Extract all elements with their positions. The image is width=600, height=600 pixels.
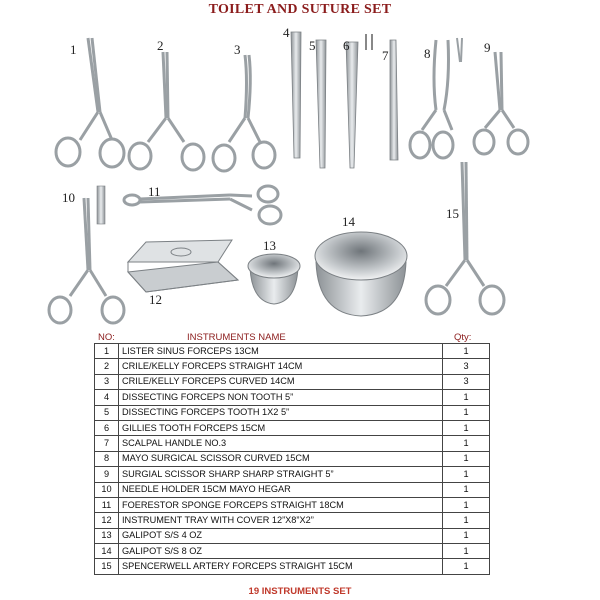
figure-number-10: 10	[62, 190, 75, 205]
figure-number-13: 13	[263, 238, 276, 253]
figure-number-2: 2	[157, 38, 164, 53]
quantity: 1	[443, 467, 490, 482]
table-row	[95, 467, 490, 482]
instrument-name: INSTRUMENT TRAY WITH COVER 12”X8”X2”	[119, 513, 443, 528]
table-row	[95, 405, 490, 420]
row-number: 6	[95, 420, 119, 435]
column-header-qty: Qty:	[454, 332, 472, 343]
instrument-name: GILLIES TOOTH FORCEPS 15CM	[119, 420, 443, 435]
row-number: 10	[95, 482, 119, 497]
figure-number-7: 7	[382, 48, 389, 63]
instrument-name: GALIPOT S/S 4 OZ	[119, 528, 443, 543]
instrument-name: CRILE/KELLY FORCEPS CURVED 14CM	[119, 374, 443, 389]
quantity: 1	[443, 528, 490, 543]
instrument-tray-12-icon	[128, 240, 238, 292]
instrument-name: NEEDLE HOLDER 15CM MAYO HEGAR	[119, 482, 443, 497]
spencerwell-forceps-15-icon	[426, 162, 504, 314]
figure-number-14: 14	[342, 214, 355, 229]
figure-number-15: 15	[446, 206, 459, 221]
straight-scissors-9-icon	[474, 52, 528, 154]
table-row	[95, 544, 490, 559]
table-row	[95, 374, 490, 389]
row-number: 3	[95, 374, 119, 389]
instrument-name: FOERESTOR SPONGE FORCEPS STRAIGHT 18CM	[119, 497, 443, 512]
quantity: 1	[443, 344, 490, 359]
forceps-2-icon	[129, 52, 204, 170]
instrument-name: DISSECTING FORCEPS TOOTH 1X2 5”	[119, 405, 443, 420]
instrument-name: SURGIAL SCISSOR SHARP SHARP STRAIGHT 5”	[119, 467, 443, 482]
galipot-13-icon	[248, 254, 300, 304]
quantity: 1	[443, 559, 490, 574]
table-row	[95, 451, 490, 466]
row-number: 8	[95, 451, 119, 466]
row-number: 7	[95, 436, 119, 451]
instrument-name: LISTER SINUS FORCEPS 13CM	[119, 344, 443, 359]
needle-holder-10-icon	[49, 198, 124, 323]
instrument-name: MAYO SURGICAL SCISSOR CURVED 15CM	[119, 451, 443, 466]
galipot-14-icon	[315, 232, 407, 316]
quantity: 1	[443, 405, 490, 420]
quantity: 1	[443, 451, 490, 466]
quantity: 1	[443, 420, 490, 435]
figure-number-9: 9	[484, 40, 491, 55]
gillies-forceps-6-icon	[346, 34, 373, 168]
quantity: 3	[443, 359, 490, 374]
mayo-scissors-8-icon	[410, 38, 462, 158]
dissecting-forceps-5-icon	[316, 40, 326, 168]
instrument-name: SPENCERWELL ARTERY FORCEPS STRAIGHT 15CM	[119, 559, 443, 574]
quantity: 3	[443, 374, 490, 389]
column-header-no: NO:	[98, 332, 115, 343]
figure-number-1: 1	[70, 42, 77, 57]
row-number: 5	[95, 405, 119, 420]
page-title: TOILET AND SUTURE SET	[208, 2, 392, 17]
figure-number-11: 11	[148, 184, 161, 199]
table-row	[95, 497, 490, 512]
scalpel-handle-7-icon	[390, 40, 398, 160]
row-number: 14	[95, 544, 119, 559]
dissecting-forceps-4-icon	[291, 32, 301, 158]
column-header-name: INSTRUMENTS NAME	[187, 332, 286, 343]
table-row	[95, 559, 490, 574]
quantity: 1	[443, 513, 490, 528]
figure-number-12: 12	[149, 292, 162, 307]
figure-number-5: 5	[309, 38, 316, 53]
row-number: 12	[95, 513, 119, 528]
quantity: 1	[443, 436, 490, 451]
set-count-footer: 19 INSTRUMENTS SET	[248, 586, 352, 597]
row-number: 2	[95, 359, 119, 374]
row-number: 15	[95, 559, 119, 574]
row-number: 9	[95, 467, 119, 482]
row-number: 13	[95, 528, 119, 543]
quantity: 1	[443, 390, 490, 405]
table-row	[95, 359, 490, 374]
instruments-table	[94, 343, 490, 575]
table-row	[95, 436, 490, 451]
quantity: 1	[443, 482, 490, 497]
instrument-name: CRILE/KELLY FORCEPS STRAIGHT 14CM	[119, 359, 443, 374]
quantity: 1	[443, 544, 490, 559]
instrument-name: SCALPAL HANDLE NO.3	[119, 436, 443, 451]
table-row	[95, 513, 490, 528]
figure-number-3: 3	[234, 42, 241, 57]
row-number: 1	[95, 344, 119, 359]
quantity: 1	[443, 497, 490, 512]
table-row	[95, 420, 490, 435]
instrument-name: DISSECTING FORCEPS NON TOOTH 5”	[119, 390, 443, 405]
forceps-1-icon	[56, 38, 124, 167]
table-row	[95, 482, 490, 497]
table-row	[95, 528, 490, 543]
row-number: 11	[95, 497, 119, 512]
needle-holder-jaw-detail-icon	[97, 186, 105, 224]
row-number: 4	[95, 390, 119, 405]
table-row	[95, 390, 490, 405]
forceps-3-icon	[213, 55, 275, 171]
figure-number-6: 6	[343, 38, 350, 53]
table-row	[95, 344, 490, 359]
instrument-name: GALIPOT S/S 8 OZ	[119, 544, 443, 559]
figure-number-8: 8	[424, 46, 431, 61]
figure-number-4: 4	[283, 25, 290, 40]
